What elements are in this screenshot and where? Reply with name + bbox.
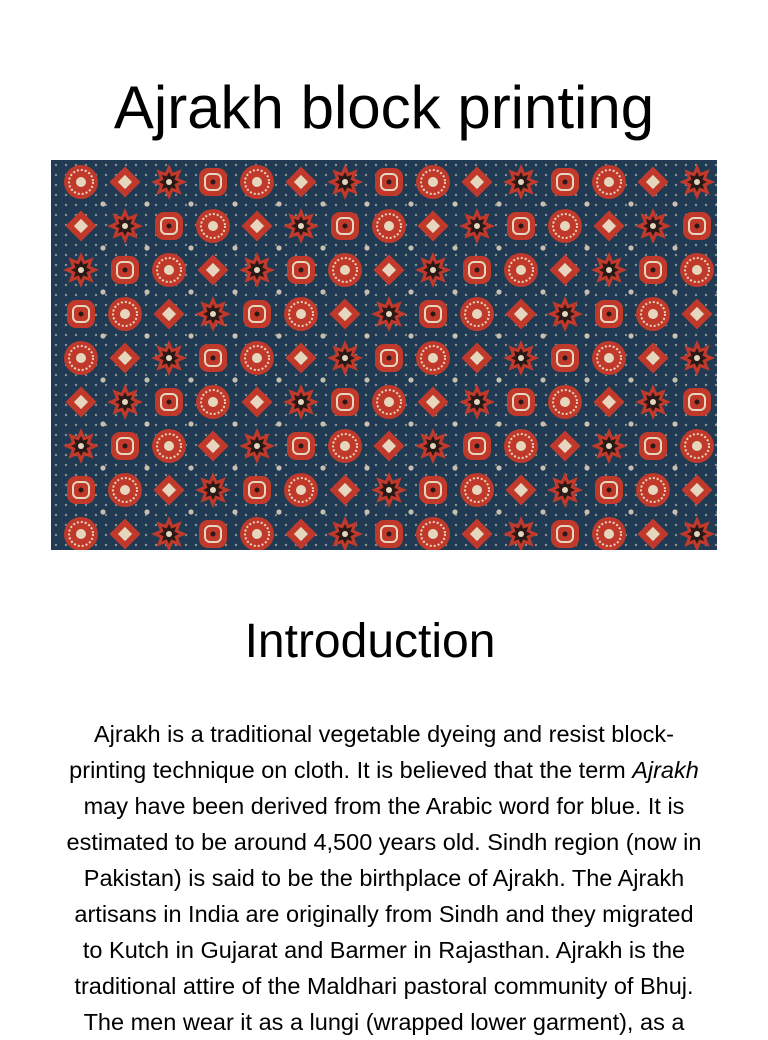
- fabric-motif: [592, 517, 626, 550]
- paragraph-line: [8, 896, 760, 932]
- fabric-dot: [452, 201, 457, 206]
- fabric-dot: [320, 421, 325, 426]
- fabric-motif: [680, 429, 714, 463]
- fabric-motif: [152, 253, 186, 287]
- fabric-motif: [679, 340, 715, 376]
- fabric-dot: [188, 421, 193, 426]
- fabric-motif: [107, 384, 143, 420]
- paragraph-line: [8, 716, 760, 752]
- fabric-dot: [232, 289, 237, 294]
- fabric-motif: [375, 168, 403, 196]
- fabric-dot: [672, 201, 677, 206]
- fabric-dot: [540, 421, 545, 426]
- fabric-motif: [284, 297, 318, 331]
- fabric-motif: [196, 385, 230, 419]
- fabric-dot: [320, 465, 325, 470]
- fabric-dot: [364, 333, 369, 338]
- fabric-dot: [672, 333, 677, 338]
- fabric-motif: [151, 164, 187, 200]
- fabric-dot: [672, 377, 677, 382]
- fabric-dot: [100, 201, 105, 206]
- fabric-motif: [416, 517, 450, 550]
- fabric-dot: [188, 509, 193, 514]
- fabric-motif: [331, 388, 359, 416]
- fabric-motif: [372, 385, 406, 419]
- fabric-motif: [547, 472, 583, 508]
- fabric-dot: [188, 333, 193, 338]
- fabric-motif: [195, 472, 231, 508]
- fabric-dot: [144, 377, 149, 382]
- fabric-motif: [460, 473, 494, 507]
- fabric-motif: [460, 297, 494, 331]
- fabric-motif: [595, 476, 623, 504]
- fabric-motif: [635, 384, 671, 420]
- fabric-dot: [364, 289, 369, 294]
- fabric-motif: [592, 341, 626, 375]
- fabric-motif: [287, 256, 315, 284]
- fabric-motif: [591, 252, 627, 288]
- fabric-dot: [672, 465, 677, 470]
- fabric-motif: [284, 473, 318, 507]
- fabric-dot: [188, 245, 193, 250]
- fabric-dot: [496, 421, 501, 426]
- fabric-dot: [364, 465, 369, 470]
- fabric-dot: [408, 509, 413, 514]
- fabric-motif: [287, 432, 315, 460]
- fabric-dot: [672, 289, 677, 294]
- fabric-motif: [327, 164, 363, 200]
- fabric-motif: [195, 296, 231, 332]
- fabric-dot: [584, 289, 589, 294]
- fabric-motif: [371, 296, 407, 332]
- fabric-dot: [496, 245, 501, 250]
- fabric-dot: [188, 377, 193, 382]
- paragraph-text: may have been derived from the Arabic word for blue. It is: [83, 793, 685, 819]
- fabric-dot: [584, 465, 589, 470]
- fabric-dot: [628, 333, 633, 338]
- fabric-dot: [232, 377, 237, 382]
- fabric-motif: [283, 208, 319, 244]
- paragraph-line: [8, 752, 760, 788]
- fabric-motif: [63, 252, 99, 288]
- fabric-dot: [276, 201, 281, 206]
- fabric-dot: [320, 201, 325, 206]
- paragraph-text: The men wear it as a lungi (wrapped lower garment), as a: [83, 1009, 685, 1035]
- fabric-motif: [199, 520, 227, 548]
- fabric-dot: [232, 421, 237, 426]
- fabric-dot: [276, 333, 281, 338]
- fabric-dot: [188, 289, 193, 294]
- fabric-motif: [64, 517, 98, 550]
- fabric-dot: [320, 509, 325, 514]
- fabric-motif: [64, 341, 98, 375]
- fabric-dot: [584, 333, 589, 338]
- fabric-motif: [199, 168, 227, 196]
- fabric-dot: [408, 377, 413, 382]
- fabric-dot: [408, 333, 413, 338]
- fabric-motif: [151, 340, 187, 376]
- fabric-dot: [540, 245, 545, 250]
- fabric-dot: [628, 509, 633, 514]
- fabric-dot: [540, 333, 545, 338]
- fabric-motif: [459, 384, 495, 420]
- fabric-dot: [364, 245, 369, 250]
- fabric-dot: [144, 421, 149, 426]
- fabric-dot: [452, 377, 457, 382]
- fabric-dot: [628, 245, 633, 250]
- fabric-dot: [232, 465, 237, 470]
- fabric-dot: [144, 465, 149, 470]
- fabric-dot: [628, 201, 633, 206]
- fabric-motif: [636, 297, 670, 331]
- fabric-motif: [463, 432, 491, 460]
- fabric-dot: [276, 421, 281, 426]
- fabric-motif: [243, 300, 271, 328]
- fabric-motif: [243, 476, 271, 504]
- ajrakh-pattern: [51, 160, 717, 550]
- paragraph-text: artisans in India are originally from Sindh and they migrated: [74, 901, 694, 927]
- intro-paragraph: [8, 716, 760, 1040]
- fabric-motif: [683, 388, 711, 416]
- fabric-dot: [144, 509, 149, 514]
- fabric-dot: [408, 289, 413, 294]
- fabric-motif: [592, 165, 626, 199]
- fabric-motif: [372, 209, 406, 243]
- paragraph-line: [8, 824, 760, 860]
- fabric-dot: [452, 465, 457, 470]
- fabric-dot: [100, 465, 105, 470]
- fabric-motif: [415, 252, 451, 288]
- fabric-dot: [144, 333, 149, 338]
- fabric-motif: [679, 164, 715, 200]
- paragraph-line: [8, 860, 760, 896]
- fabric-dot: [496, 201, 501, 206]
- page-title: Ajrakh block printing: [113, 74, 655, 141]
- ajrakh-fabric-image: [51, 160, 717, 550]
- fabric-dot: [408, 245, 413, 250]
- fabric-dot: [144, 289, 149, 294]
- fabric-dot: [276, 509, 281, 514]
- fabric-dot: [672, 421, 677, 426]
- fabric-motif: [64, 165, 98, 199]
- fabric-motif: [152, 429, 186, 463]
- fabric-dot: [452, 333, 457, 338]
- fabric-dot: [584, 201, 589, 206]
- fabric-motif: [375, 344, 403, 372]
- fabric-motif: [240, 517, 274, 550]
- fabric-dot: [276, 245, 281, 250]
- fabric-motif: [199, 344, 227, 372]
- fabric-dot: [452, 421, 457, 426]
- fabric-dot: [232, 245, 237, 250]
- fabric-motif: [196, 209, 230, 243]
- fabric-dot: [584, 421, 589, 426]
- fabric-motif: [507, 388, 535, 416]
- fabric-motif: [63, 428, 99, 464]
- fabric-motif: [67, 476, 95, 504]
- fabric-motif: [327, 340, 363, 376]
- fabric-motif: [328, 253, 362, 287]
- fabric-dot: [408, 421, 413, 426]
- fabric-motif: [331, 212, 359, 240]
- fabric-dot: [628, 377, 633, 382]
- fabric-dot: [100, 245, 105, 250]
- fabric-dot: [540, 509, 545, 514]
- fabric-dot: [100, 509, 105, 514]
- fabric-motif: [551, 168, 579, 196]
- fabric-motif: [551, 520, 579, 548]
- fabric-dot: [320, 289, 325, 294]
- fabric-motif: [639, 432, 667, 460]
- fabric-motif: [503, 164, 539, 200]
- fabric-dot: [276, 377, 281, 382]
- fabric-dot: [276, 465, 281, 470]
- fabric-motif: [111, 256, 139, 284]
- fabric-motif: [107, 208, 143, 244]
- fabric-dot: [144, 245, 149, 250]
- fabric-dot: [320, 333, 325, 338]
- fabric-motif: [328, 429, 362, 463]
- fabric-dot: [408, 201, 413, 206]
- fabric-motif: [111, 432, 139, 460]
- fabric-motif: [240, 341, 274, 375]
- paragraph-text: to Kutch in Gujarat and Barmer in Rajasthan. Ajrakh is the: [82, 937, 686, 963]
- fabric-motif: [283, 384, 319, 420]
- fabric-motif: [239, 252, 275, 288]
- fabric-motif: [155, 388, 183, 416]
- fabric-motif: [416, 165, 450, 199]
- fabric-dot: [496, 377, 501, 382]
- section-heading: Introduction: [244, 615, 496, 668]
- fabric-dot: [364, 377, 369, 382]
- fabric-motif: [419, 476, 447, 504]
- fabric-dot: [672, 509, 677, 514]
- fabric-motif: [504, 429, 538, 463]
- fabric-dot: [452, 509, 457, 514]
- fabric-motif: [639, 256, 667, 284]
- fabric-motif: [415, 428, 451, 464]
- fabric-motif: [680, 253, 714, 287]
- fabric-dot: [100, 333, 105, 338]
- fabric-dot: [540, 465, 545, 470]
- fabric-motif: [419, 300, 447, 328]
- fabric-dot: [628, 465, 633, 470]
- fabric-dot: [188, 465, 193, 470]
- fabric-dot: [144, 201, 149, 206]
- fabric-motif: [463, 256, 491, 284]
- fabric-motif: [636, 473, 670, 507]
- fabric-dot: [540, 377, 545, 382]
- fabric-dot: [496, 509, 501, 514]
- fabric-dot: [584, 509, 589, 514]
- fabric-dot: [452, 289, 457, 294]
- fabric-dot: [364, 201, 369, 206]
- fabric-dot: [276, 289, 281, 294]
- fabric-dot: [496, 289, 501, 294]
- paragraph-line: [8, 968, 760, 1004]
- fabric-dot: [100, 289, 105, 294]
- fabric-motif: [503, 340, 539, 376]
- fabric-dot: [540, 201, 545, 206]
- paragraph-line: [8, 1004, 760, 1040]
- fabric-dot: [232, 333, 237, 338]
- fabric-motif: [595, 300, 623, 328]
- fabric-motif: [548, 385, 582, 419]
- paragraph-text: Pakistan) is said to be the birthplace of Ajrakh. The Ajrakh: [83, 865, 685, 891]
- fabric-dot: [584, 377, 589, 382]
- paragraph-text: traditional attire of the Maldhari pastoral community of Bhuj.: [74, 973, 694, 999]
- paragraph-text: Ajrakh is a traditional vegetable dyeing and resist block-: [94, 721, 674, 747]
- fabric-motif: [240, 165, 274, 199]
- paragraph-emphasis: Ajrakh: [632, 757, 699, 783]
- fabric-motif: [547, 296, 583, 332]
- fabric-motif: [548, 209, 582, 243]
- fabric-motif: [551, 344, 579, 372]
- fabric-dot: [672, 245, 677, 250]
- fabric-motif: [416, 341, 450, 375]
- fabric-motif: [155, 212, 183, 240]
- fabric-motif: [635, 208, 671, 244]
- fabric-motif: [591, 428, 627, 464]
- fabric-dot: [496, 465, 501, 470]
- fabric-motif: [683, 212, 711, 240]
- fabric-dot: [628, 421, 633, 426]
- fabric-dot: [584, 245, 589, 250]
- paragraph-line: [8, 788, 760, 824]
- paragraph-line: [8, 932, 760, 968]
- fabric-dot: [628, 289, 633, 294]
- fabric-dot: [364, 509, 369, 514]
- paragraph-text: estimated to be around 4,500 years old. Sindh region (now in: [66, 829, 702, 855]
- fabric-dot: [320, 245, 325, 250]
- fabric-motif: [108, 473, 142, 507]
- fabric-motif: [504, 253, 538, 287]
- fabric-motif: [371, 472, 407, 508]
- fabric-dot: [452, 245, 457, 250]
- fabric-dot: [100, 421, 105, 426]
- fabric-dot: [100, 377, 105, 382]
- fabric-dot: [188, 201, 193, 206]
- fabric-motif: [239, 428, 275, 464]
- fabric-dot: [320, 377, 325, 382]
- paragraph-text: printing technique on cloth. It is believed that the term: [69, 757, 633, 783]
- fabric-dot: [540, 289, 545, 294]
- fabric-dot: [408, 465, 413, 470]
- fabric-motif: [459, 208, 495, 244]
- fabric-motif: [108, 297, 142, 331]
- fabric-dot: [496, 333, 501, 338]
- fabric-motif: [375, 520, 403, 548]
- fabric-motif: [67, 300, 95, 328]
- fabric-motif: [507, 212, 535, 240]
- fabric-dot: [232, 201, 237, 206]
- fabric-dot: [364, 421, 369, 426]
- fabric-dot: [232, 509, 237, 514]
